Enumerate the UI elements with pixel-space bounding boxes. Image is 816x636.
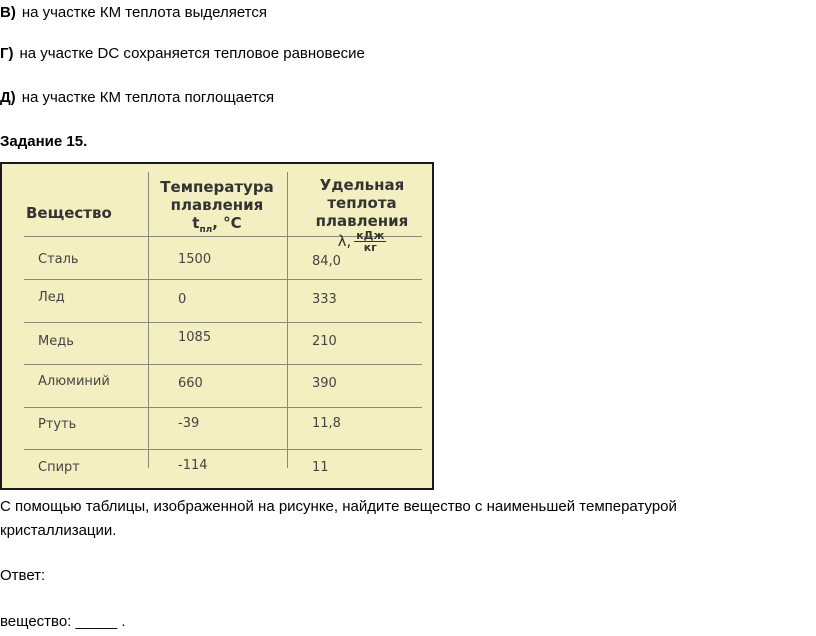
table-divider [24,279,422,280]
table-divider [24,407,422,408]
cell-temp: -114 [178,458,208,473]
cell-temp: -39 [178,416,200,431]
option-v [0,3,267,23]
temp-unit: , °C [212,214,242,232]
heat-unit-den: кг [363,241,377,254]
cell-substance: Спирт [38,460,80,475]
cell-heat: 11,8 [312,416,341,431]
cell-temp: 1500 [178,252,212,267]
heat-unit-fraction [354,230,386,253]
table-divider [24,364,422,365]
cell-heat: 210 [312,334,337,349]
cell-heat: 11 [312,460,329,475]
option-text: на участке КМ теплота поглощается [21,89,275,106]
option-d [0,88,274,108]
temp-symbol: t [192,214,200,232]
cell-temp: 0 [178,292,187,307]
header-temp-symbol-row [152,214,282,239]
option-letter: Г) [0,45,14,62]
header-substance: Вещество [26,204,112,222]
cell-heat: 84,0 [312,254,341,269]
cell-substance: Лед [38,290,65,305]
option-g [0,44,365,64]
table-divider [24,449,422,450]
cell-heat: 333 [312,292,337,307]
header-temp-line1: Температура [160,178,274,196]
cell-substance: Алюминий [38,374,110,389]
heat-unit-num: кДж [356,229,385,242]
cell-substance: Медь [38,334,74,349]
header-heat [290,176,434,253]
heat-symbol: λ, [337,232,352,250]
question-line-1: С помощью таблицы, изображенной на рисунке, найдите вещество с наименьшей температурой [0,498,677,515]
task-title: Задание 15. [0,133,88,150]
answer-label: Ответ: [0,567,46,584]
cell-substance: Ртуть [38,417,77,432]
temp-subscript: пл [199,225,213,235]
option-text: на участке DC сохраняется тепловое равновесие [19,45,365,62]
option-letter: В) [0,4,16,21]
header-temp-line2: плавления [170,196,264,214]
answer-field: вещество: _____ . [0,613,126,630]
table-divider [287,172,288,468]
header-heat-symbol-row [290,230,434,253]
header-temperature [152,178,282,239]
question-line-2: кристаллизации. [0,522,117,539]
melting-table-image [0,162,434,490]
header-heat-line1: Удельная теплота [319,176,405,212]
option-letter: Д) [0,89,16,106]
cell-temp: 660 [178,376,203,391]
table-divider [24,322,422,323]
cell-substance: Сталь [38,252,79,267]
cell-heat: 390 [312,376,337,391]
option-text: на участке КМ теплота выделяется [21,4,267,21]
header-heat-line2: плавления [315,212,409,230]
table-divider [148,172,149,468]
cell-temp: 1085 [178,330,212,345]
